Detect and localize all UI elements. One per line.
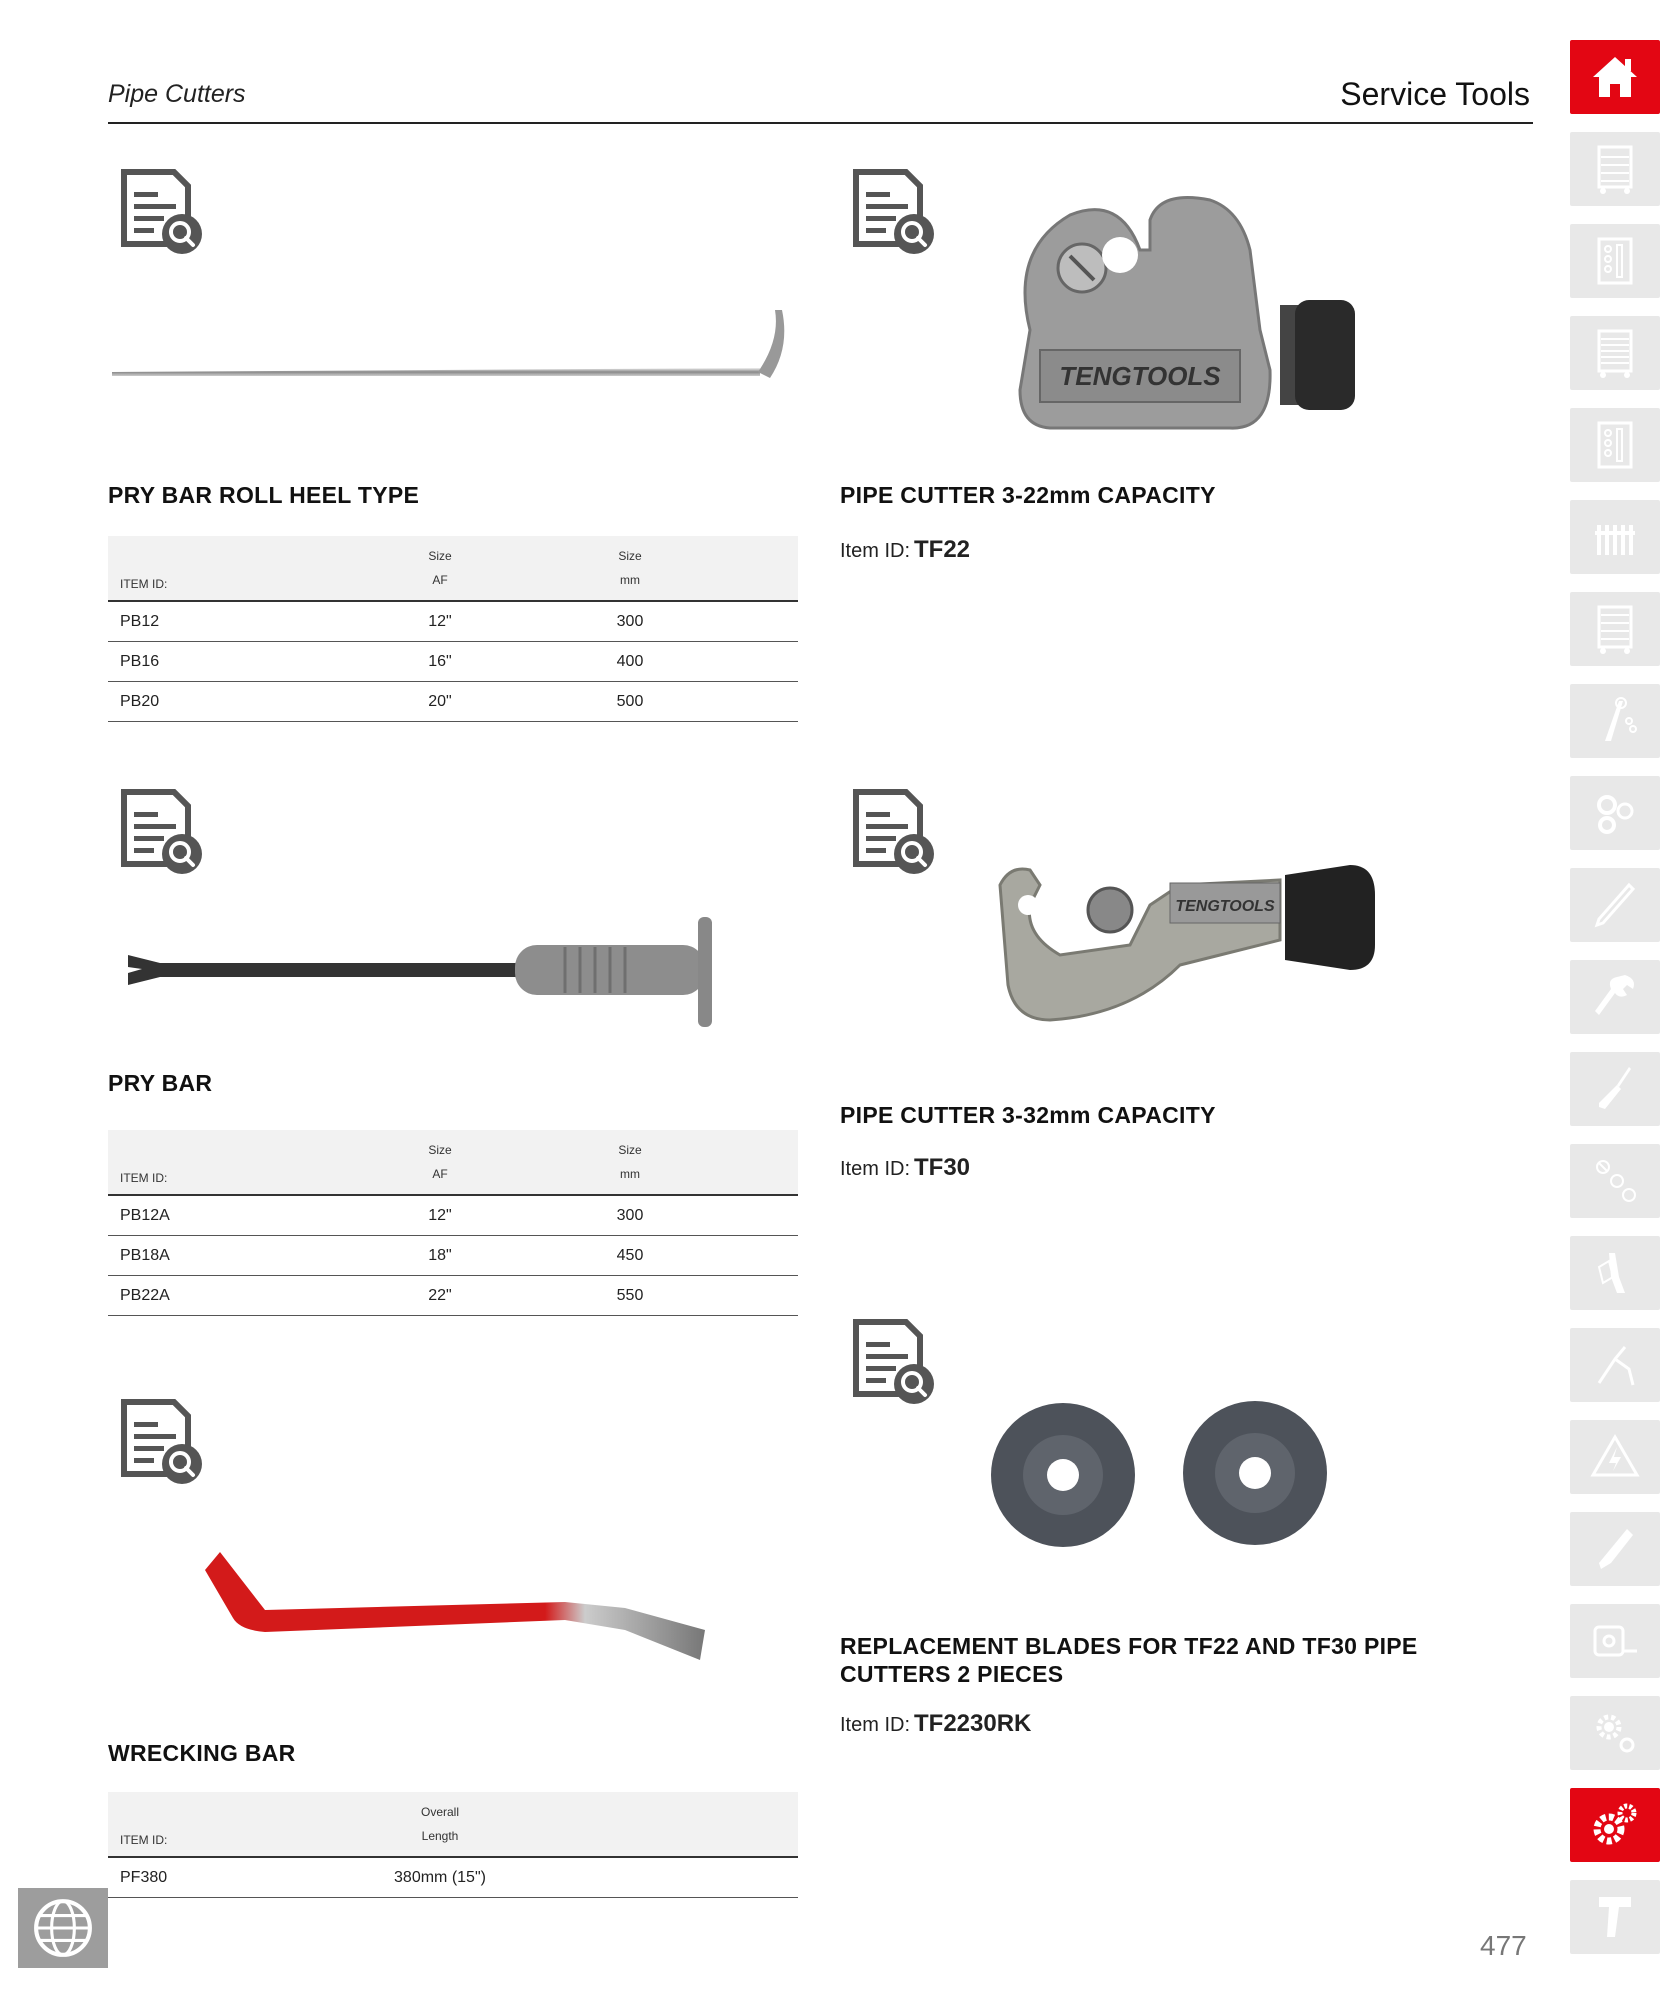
file-icon[interactable]: [1570, 1236, 1660, 1310]
table-row: PF380 380mm (15"): [108, 1857, 798, 1898]
wrench-icon[interactable]: [1570, 960, 1660, 1034]
item-id: Item ID: TF2230RK: [840, 1710, 1032, 1737]
datasheet-icon[interactable]: [116, 786, 206, 876]
socket-rack-icon[interactable]: [1570, 500, 1660, 574]
ratchet-icon[interactable]: [1570, 684, 1660, 758]
column-header: Size AF: [428, 549, 452, 587]
replacement-blades-image: [985, 1395, 1345, 1555]
screwdriver-icon[interactable]: [1570, 1052, 1660, 1126]
pry-bar-roll-heel-image: [110, 300, 800, 410]
table-row: PB20 20" 500: [108, 682, 798, 722]
pliers-icon[interactable]: [1570, 1328, 1660, 1402]
page-number: 477: [1480, 1930, 1527, 1961]
service-tools-icon[interactable]: [1570, 1788, 1660, 1862]
measuring-tape-icon[interactable]: [1570, 1604, 1660, 1678]
bits-icon[interactable]: [1570, 1144, 1660, 1218]
product-title: PRY BAR ROLL HEEL TYPE: [108, 482, 420, 508]
datasheet-icon[interactable]: [116, 166, 206, 256]
table-row: PB22A 22" 550: [108, 1276, 798, 1316]
datasheet-icon[interactable]: [116, 1396, 206, 1486]
datasheet-icon[interactable]: [848, 166, 938, 256]
svg-text:TENGTOOLS: TENGTOOLS: [1175, 898, 1275, 915]
hex-key-icon[interactable]: [1570, 868, 1660, 942]
product-title: WRECKING BAR: [108, 1740, 296, 1766]
product-title: PRY BAR: [108, 1070, 213, 1096]
item-id: Item ID: TF22: [840, 536, 971, 563]
tool-kit-icon[interactable]: [1570, 408, 1660, 482]
column-header: ITEM ID:: [120, 1171, 168, 1185]
roller-cabinet-icon[interactable]: [1570, 316, 1660, 390]
globe-icon[interactable]: [18, 1888, 108, 1968]
column-header: Overall Length: [420, 1805, 459, 1843]
wrecking-bar-image: [195, 1540, 715, 1690]
pipe-cutter-tf30-image: [990, 845, 1390, 1045]
product-title: PIPE CUTTER 3-22mm CAPACITY: [840, 482, 1216, 508]
svg-text:TENGTOOLS: TENGTOOLS: [1059, 361, 1221, 391]
column-header: Size mm: [618, 1143, 642, 1181]
datasheet-icon[interactable]: [848, 1316, 938, 1406]
header-divider: [108, 122, 1533, 124]
pipe-cutter-tf22-image: [1010, 190, 1370, 440]
spec-table: [108, 536, 798, 722]
item-id: Item ID: TF30: [840, 1154, 971, 1181]
tool-case-icon[interactable]: [1570, 224, 1660, 298]
gears-icon[interactable]: [1570, 1696, 1660, 1770]
table-row: PB18A 18" 450: [108, 1236, 798, 1276]
table-row: PB12 12" 300: [108, 601, 798, 642]
home-icon[interactable]: [1570, 40, 1660, 114]
insulated-warning-icon[interactable]: [1570, 1420, 1660, 1494]
column-header: ITEM ID:: [120, 1833, 168, 1847]
tool-cabinet-icon[interactable]: [1570, 132, 1660, 206]
spec-table: [108, 1130, 798, 1316]
tool-trolley-icon[interactable]: [1570, 592, 1660, 666]
column-header: Size mm: [618, 549, 642, 587]
table-row: PB16 16" 400: [108, 642, 798, 682]
product-title: PIPE CUTTER 3-32mm CAPACITY: [840, 1102, 1216, 1128]
datasheet-icon[interactable]: [848, 786, 938, 876]
sockets-icon[interactable]: [1570, 776, 1660, 850]
page-title: Service Tools: [1340, 76, 1530, 112]
section-title: Pipe Cutters: [108, 80, 246, 108]
column-header: Size AF: [428, 1143, 452, 1181]
spec-table: [108, 1792, 798, 1898]
pry-bar-image: [120, 905, 780, 1035]
product-title: REPLACEMENT BLADES FOR TF22 AND TF30 PIPE CUTTERS 2 PIECES: [840, 1633, 1418, 1687]
knife-icon[interactable]: [1570, 1512, 1660, 1586]
table-row: PB12A 12" 300: [108, 1195, 798, 1236]
power-tool-icon[interactable]: [1570, 1880, 1660, 1954]
column-header: ITEM ID:: [120, 577, 168, 591]
